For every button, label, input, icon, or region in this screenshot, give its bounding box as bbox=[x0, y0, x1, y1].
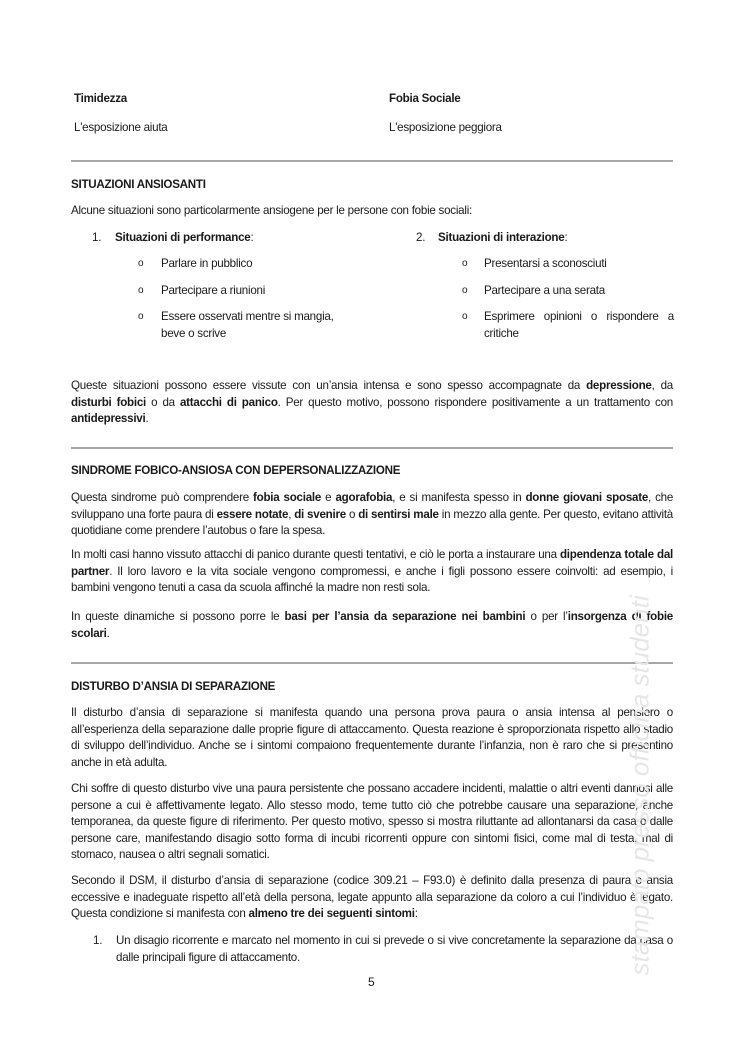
list-heading: Situazioni di performance: bbox=[115, 231, 254, 244]
bold-text: di svenire bbox=[294, 507, 346, 521]
fobia-sociale-title: Fobia Sociale bbox=[389, 92, 461, 105]
bold-text: attacchi di panico bbox=[179, 395, 278, 409]
text-segment: o da bbox=[146, 395, 180, 409]
text-segment: , bbox=[288, 507, 295, 521]
text-segment: . bbox=[145, 412, 149, 426]
paragraph bbox=[71, 781, 673, 864]
divider bbox=[71, 447, 673, 449]
list-item: Presentarsi a sconosciuti bbox=[484, 257, 607, 270]
text-segment: e bbox=[321, 491, 336, 504]
bold-text: depressione bbox=[586, 379, 652, 392]
bold-text: fobia sociale bbox=[253, 491, 322, 504]
paragraph bbox=[71, 378, 673, 428]
text-segment: , da bbox=[651, 379, 673, 392]
list-item: Un disagio ricorrente e marcato nel momento in cui si prevede o si vive concretamente la separazione da casa o dalle principali figure di attaccamento. bbox=[116, 934, 673, 964]
text-segment: : bbox=[414, 907, 418, 921]
list-number: 1. bbox=[93, 934, 103, 947]
bold-text: donne giovani sposate bbox=[525, 491, 649, 504]
bold-text: antidepressivi bbox=[71, 412, 146, 426]
bullet-icon: o bbox=[138, 311, 144, 322]
bullet-icon: o bbox=[462, 285, 468, 296]
page-number: 5 bbox=[368, 975, 375, 989]
bold-text: almeno tre dei seguenti sintomi bbox=[248, 907, 415, 921]
section-title: SITUAZIONI ANSIOSANTI bbox=[71, 178, 206, 191]
list-heading: Situazioni di interazione: bbox=[438, 231, 568, 244]
list-number: 1. bbox=[92, 231, 102, 244]
bold-text: insorgenza di fobie scolari bbox=[71, 610, 673, 640]
divider bbox=[71, 662, 673, 664]
paragraph bbox=[71, 490, 673, 540]
text-segment: o per l’ bbox=[525, 610, 568, 623]
bullet-icon: o bbox=[138, 258, 144, 269]
text-segment: In queste dinamiche si possono porre le bbox=[71, 610, 285, 623]
bold-text: dipendenza totale dal partner bbox=[71, 548, 673, 578]
bold-text: agorafobia bbox=[335, 491, 393, 504]
paragraph bbox=[71, 873, 673, 923]
bold-text: essere notate bbox=[216, 507, 289, 521]
text-segment: o bbox=[345, 507, 359, 521]
list-number: 2. bbox=[416, 231, 426, 244]
list-item: Essere osservati mentre si mangia, beve o scrive bbox=[161, 310, 334, 340]
text-segment: Queste situazioni possono essere vissute con un’ansia intensa e sono spesso accompagnate da bbox=[71, 379, 587, 392]
text-segment: In molti casi hanno vissuto attacchi di panico durante questi tentativi, e ciò le porta a instaurare una bbox=[71, 548, 560, 561]
watermark: stampato presso officina studenti bbox=[624, 595, 655, 976]
intro-text: Alcune situazioni sono particolarmente ansiogene per le persone con fobie sociali: bbox=[71, 204, 472, 217]
fobia-sociale-text: L'esposizione peggiora bbox=[389, 121, 502, 134]
timidezza-text: L'esposizione aiuta bbox=[74, 121, 168, 134]
timidezza-title: Timidezza bbox=[74, 92, 127, 105]
section-title: DISTURBO D’ANSIA DI SEPARAZIONE bbox=[71, 680, 276, 693]
divider bbox=[71, 160, 673, 162]
bold-text: basi per l’ansia da separazione nei bambini bbox=[284, 610, 526, 623]
list-item: Partecipare a riunioni bbox=[161, 284, 266, 297]
bold-text: disturbi fobici bbox=[71, 395, 147, 409]
text-segment: Secondo il DSM, il disturbo d’ansia di separazione (codice 309.21 – F93.0) è definito dalla presenza di paura o ansia eccessive e inadeguate rispetto all’età della persona, legate appunto alla separazione da coloro a cui l’individuo è legato. Questa condizione si manifesta con bbox=[71, 874, 673, 921]
list-item: Parlare in pubblico bbox=[161, 257, 253, 270]
section-title: SINDROME FOBICO-ANSIOSA CON DEPERSONALIZZAZIONE bbox=[71, 464, 401, 477]
text-segment: Il disturbo d’ansia di separazione si manifesta quando una persona prova paura o ansia intensa al pensiero o all’esperienza della separazione dalle proprie figure di attaccamento. Questa reazione è sproporzionata rispetto allo stadio di sviluppo dell’individuo. Anche se i sintomi compaiono frequentemente durante l’infanzia, non è raro che si presentino anche in età adulta. bbox=[71, 706, 673, 769]
bold-text: di sentirsi male bbox=[358, 507, 439, 521]
text-segment: . Per questo motivo, possono rispondere positivamente a un trattamento con bbox=[277, 395, 673, 409]
text-segment: , che sviluppano una forte paura di bbox=[71, 491, 674, 521]
bullet-icon: o bbox=[462, 258, 468, 269]
text-segment: in mezzo alla gente. Per questo, evitano attività quotidiane come prendere l’autobus o fare la spesa. bbox=[71, 507, 673, 538]
text-segment: Questa sindrome può comprendere bbox=[71, 491, 254, 504]
paragraph bbox=[71, 547, 673, 597]
text-segment: . bbox=[106, 626, 110, 640]
text-segment: . Il loro lavoro e la vita sociale vengono compromessi, e anche i figli possono essere coinvolti: ad esempio, i bambini vengono tenuti a casa da scuola affinché la madre non resti sola. bbox=[71, 564, 673, 595]
bullet-icon: o bbox=[462, 311, 468, 322]
list-item: Esprimere opinioni o rispondere a critiche bbox=[484, 310, 674, 340]
list-item: Partecipare a una serata bbox=[484, 284, 605, 297]
bullet-icon: o bbox=[138, 285, 144, 296]
paragraph bbox=[71, 609, 673, 642]
text-segment: Chi soffre di questo disturbo vive una paura persistente che possano accadere incidenti, malattie o altri eventi dannosi alle persone a cui è affettivamente legato. Allo stesso modo, teme tutto ciò che potrebbe causare una separazione, anche temporanea, da queste figure di riferimento. Per questo motivo, spesso si mostra riluttante ad allontanarsi da casa o dalle persone care, manifestando disagio sotto forma di incubi ricorrenti oppure con sintomi fisici, come mal di testa, mal di stomaco, nausea o altri segnali somatici. bbox=[71, 782, 673, 862]
paragraph bbox=[71, 705, 673, 771]
text-segment: , e si manifesta spesso in bbox=[392, 491, 526, 504]
